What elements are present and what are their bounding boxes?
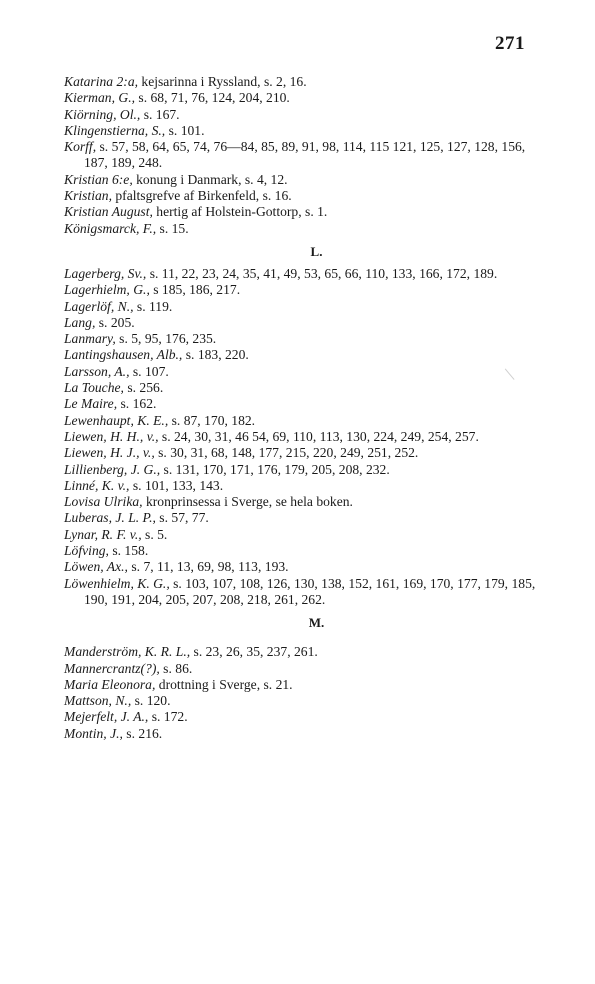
entry-name: Löwenhielm, K. G., — [64, 575, 170, 591]
entry-text: s. 87, 170, 182. — [168, 412, 256, 428]
index-entry — [64, 172, 549, 188]
index-entry — [64, 644, 549, 660]
entry-text: s. 7, 11, 13, 69, 98, 113, 193. — [127, 559, 289, 575]
page-number: 271 — [495, 33, 525, 54]
entry-name: Königsmarck, F., — [64, 220, 157, 236]
entry-name: Mattson, N., — [64, 693, 132, 709]
index-entry — [64, 527, 549, 543]
entry-text: s. 57, 77. — [155, 510, 209, 526]
entry-name: Lantingshausen, Alb., — [64, 347, 183, 363]
entry-text: s. 167. — [140, 106, 180, 122]
section-m — [64, 644, 549, 742]
index-entry — [64, 221, 549, 237]
entry-name: Klingenstierna, S., — [64, 122, 166, 138]
entry-name: Lewenhaupt, K. E., — [64, 412, 169, 428]
entry-text: s. 183, 220. — [182, 347, 249, 363]
index-entry — [64, 139, 549, 172]
index-entry — [64, 510, 549, 526]
index-entry — [64, 576, 549, 609]
entry-name: Mannercrantz(?), — [64, 660, 160, 676]
index-entry — [64, 90, 549, 106]
entry-name: Kristian, — [64, 188, 112, 204]
entry-name: Kiörning, Ol., — [64, 106, 141, 122]
entry-name: Korff, — [64, 139, 97, 155]
index-entry — [64, 123, 549, 139]
index-entry — [64, 494, 549, 510]
entry-name: Linné, K. v., — [64, 477, 130, 493]
index-entry — [64, 709, 549, 725]
entry-text: s. 5. — [141, 526, 168, 542]
index-entry — [64, 726, 549, 742]
entry-name: La Touche, — [64, 380, 124, 396]
entry-text: s. 23, 26, 35, 237, 261. — [190, 644, 318, 660]
entry-text: s. 11, 22, 23, 24, 35, 41, 49, 53, 65, 66, 110, 133, 166, 172, 189. — [146, 265, 498, 281]
entry-name: Le Maire, — [64, 396, 118, 412]
entry-text: s. 107. — [129, 363, 169, 379]
entry-text: s. 103, 107, 108, 126, 130, 138, 152, 161, 169, 170, 177, 179, 185, 190, 191, 204, 205, 207, 208, 218, 261, 262. — [84, 575, 536, 607]
entry-name: Lagerlöf, N., — [64, 298, 134, 314]
entry-name: Larsson, A., — [64, 363, 130, 379]
entry-name: Mejerfelt, J. A., — [64, 709, 149, 725]
index-entry — [64, 74, 549, 90]
entry-text: pfaltsgrefve af Birkenfeld, s. 16. — [111, 188, 292, 204]
entry-text: kronprinsessa i Sverge, se hela boken. — [142, 494, 353, 510]
entry-name: Lovisa Ulrika, — [64, 494, 143, 510]
index-entry — [64, 347, 549, 363]
index-entries — [64, 74, 549, 742]
entry-text: s. 101. — [165, 122, 205, 138]
entry-name: Lang, — [64, 314, 96, 330]
entry-name: Kristian 6:e, — [64, 171, 133, 187]
entry-name: Löfving, — [64, 543, 109, 559]
entry-text: s 185, 186, 217. — [149, 282, 241, 298]
index-entry — [64, 380, 549, 396]
entry-text: s. 24, 30, 31, 46 54, 69, 110, 113, 130, 224, 249, 254, 257. — [158, 428, 479, 444]
entry-text: konung i Danmark, s. 4, 12. — [132, 171, 288, 187]
index-entry — [64, 462, 549, 478]
entry-text: s. 120. — [131, 693, 171, 709]
entry-name: Löwen, Ax., — [64, 559, 128, 575]
entry-text: s. 101, 133, 143. — [129, 477, 224, 493]
section-heading-l: L. — [310, 243, 323, 259]
entry-text: s. 256. — [123, 380, 164, 396]
index-entry — [64, 543, 549, 559]
index-entry — [64, 364, 549, 380]
entry-text: hertig af Holstein-Gottorp, s. 1. — [152, 204, 328, 220]
index-entry — [64, 478, 549, 494]
index-entry — [64, 107, 549, 123]
entry-text: s. 57, 58, 64, 65, 74, 76—84, 85, 89, 91, 98, 114, 115 121, 125, 127, 128, 156, 187, 189, 248. — [84, 139, 526, 171]
index-entry — [64, 413, 549, 429]
entry-text: s. 5, 95, 176, 235. — [115, 331, 217, 347]
entry-text: s. 158. — [108, 543, 149, 559]
entry-name: Luberas, J. L. P., — [64, 510, 156, 526]
entry-text: s. 86. — [159, 660, 193, 676]
entry-text: s. 68, 71, 76, 124, 204, 210. — [135, 90, 290, 106]
index-entry — [64, 445, 549, 461]
entry-name: Liewen, H. J., v., — [64, 445, 155, 461]
entry-text: s. 216. — [122, 725, 163, 741]
entry-name: Lagerberg, Sv., — [64, 265, 147, 281]
entry-name: Katarina 2:a, — [64, 74, 139, 89]
index-entry — [64, 266, 549, 282]
entry-name: Lanmary, — [64, 331, 116, 347]
index-entry — [64, 559, 549, 575]
entry-text: s. 15. — [156, 220, 189, 236]
index-entry — [64, 282, 549, 298]
entry-name: Kristian August, — [64, 204, 153, 220]
entry-name: Kierman, G., — [64, 90, 135, 106]
entry-name: Lillienberg, J. G., — [64, 461, 161, 477]
index-entry — [64, 677, 549, 693]
entry-text: kejsarinna i Ryssland, s. 2, 16. — [138, 74, 307, 89]
index-entry — [64, 299, 549, 315]
entry-text: s. 30, 31, 68, 148, 177, 215, 220, 249, 251, 252. — [154, 445, 419, 461]
index-entry — [64, 429, 549, 445]
entry-text: drottning i Sverge, s. 21. — [155, 676, 293, 692]
entry-name: Manderström, K. R. L., — [64, 644, 191, 660]
entry-name: Montin, J., — [64, 725, 123, 741]
section-l — [64, 266, 549, 608]
entry-name: Maria Eleonora, — [64, 676, 156, 692]
entry-name: Liewen, H. H., v., — [64, 428, 159, 444]
entry-name: Lynar, R. F. v., — [64, 526, 142, 542]
entry-text: s. 131, 170, 171, 176, 179, 205, 208, 232. — [160, 461, 390, 477]
entry-text: s. 172. — [148, 709, 188, 725]
entry-text: s. 119. — [133, 298, 173, 314]
entry-name: Lagerhielm, G., — [64, 282, 150, 298]
index-entry — [64, 331, 549, 347]
entry-text: s. 205. — [95, 314, 135, 330]
index-entry — [64, 661, 549, 677]
index-entry — [64, 188, 549, 204]
section-k-continued — [64, 74, 549, 237]
entry-text: s. 162. — [117, 396, 157, 412]
index-entry — [64, 396, 549, 412]
index-entry — [64, 315, 549, 331]
index-entry — [64, 693, 549, 709]
section-heading-m: M. — [308, 615, 325, 631]
index-entry — [64, 204, 549, 220]
